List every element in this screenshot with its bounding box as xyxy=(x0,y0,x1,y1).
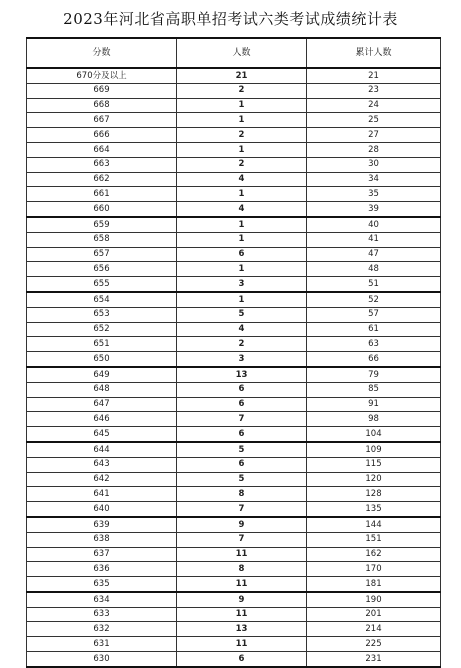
score-cell: 647 xyxy=(27,397,177,412)
cumulative-cell: 27 xyxy=(307,128,441,143)
cumulative-cell: 30 xyxy=(307,157,441,172)
cumulative-cell: 41 xyxy=(307,232,441,247)
cumulative-cell: 128 xyxy=(307,487,441,502)
table-row xyxy=(27,277,441,292)
table-row xyxy=(27,562,441,577)
table-row xyxy=(27,442,441,457)
score-cell: 631 xyxy=(27,637,177,652)
score-cell: 630 xyxy=(27,652,177,667)
cumulative-cell: 47 xyxy=(307,247,441,262)
score-cell: 637 xyxy=(27,547,177,562)
score-cell: 663 xyxy=(27,157,177,172)
cumulative-cell: 151 xyxy=(307,532,441,547)
score-cell: 649 xyxy=(27,367,177,382)
count-cell: 11 xyxy=(177,547,307,562)
table-row xyxy=(27,652,441,667)
count-cell: 2 xyxy=(177,337,307,352)
cumulative-cell: 57 xyxy=(307,307,441,322)
score-cell: 661 xyxy=(27,187,177,202)
score-cell: 656 xyxy=(27,262,177,277)
count-cell: 2 xyxy=(177,83,307,98)
score-cell: 657 xyxy=(27,247,177,262)
score-cell: 651 xyxy=(27,337,177,352)
count-cell: 1 xyxy=(177,262,307,277)
cumulative-cell: 115 xyxy=(307,457,441,472)
score-cell: 668 xyxy=(27,98,177,113)
count-cell: 13 xyxy=(177,622,307,637)
count-cell: 6 xyxy=(177,397,307,412)
count-cell: 11 xyxy=(177,607,307,622)
table-row xyxy=(27,157,441,172)
count-cell: 7 xyxy=(177,502,307,517)
count-cell: 1 xyxy=(177,113,307,128)
score-column-header: 分数 xyxy=(27,38,177,68)
table-row xyxy=(27,457,441,472)
cumulative-cell: 104 xyxy=(307,427,441,442)
score-cell: 638 xyxy=(27,532,177,547)
table-row xyxy=(27,83,441,98)
table-row xyxy=(27,217,441,232)
count-cell: 6 xyxy=(177,457,307,472)
table-row xyxy=(27,382,441,397)
count-cell: 1 xyxy=(177,98,307,113)
score-cell: 644 xyxy=(27,442,177,457)
count-cell: 4 xyxy=(177,172,307,187)
table-row xyxy=(27,307,441,322)
score-cell: 659 xyxy=(27,217,177,232)
cumulative-cell: 63 xyxy=(307,337,441,352)
cumulative-cell: 35 xyxy=(307,187,441,202)
table-row xyxy=(27,113,441,128)
score-cell: 643 xyxy=(27,457,177,472)
cumulative-cell: 21 xyxy=(307,68,441,83)
table-row xyxy=(27,232,441,247)
score-cell: 670分及以上 xyxy=(27,68,177,83)
table-row xyxy=(27,547,441,562)
table-row xyxy=(27,622,441,637)
score-cell: 639 xyxy=(27,517,177,532)
score-cell: 653 xyxy=(27,307,177,322)
cumulative-cell: 23 xyxy=(307,83,441,98)
score-cell: 664 xyxy=(27,142,177,157)
cumulative-cell: 34 xyxy=(307,172,441,187)
table-row xyxy=(27,262,441,277)
count-cell: 7 xyxy=(177,412,307,427)
cumulative-cell: 79 xyxy=(307,367,441,382)
cumulative-cell: 162 xyxy=(307,547,441,562)
score-cell: 669 xyxy=(27,83,177,98)
cumulative-column-header: 累计人数 xyxy=(307,38,441,68)
table-row xyxy=(27,172,441,187)
score-cell: 646 xyxy=(27,412,177,427)
score-cell: 666 xyxy=(27,128,177,143)
table-row xyxy=(27,322,441,337)
table-row xyxy=(27,412,441,427)
page-title: 2023年河北省高职单招考试六类考试成绩统计表 xyxy=(63,10,398,28)
table-row xyxy=(27,637,441,652)
cumulative-cell: 39 xyxy=(307,202,441,217)
score-cell: 650 xyxy=(27,352,177,367)
table-row xyxy=(27,98,441,113)
score-cell: 633 xyxy=(27,607,177,622)
score-cell: 632 xyxy=(27,622,177,637)
count-cell: 11 xyxy=(177,637,307,652)
cumulative-cell: 85 xyxy=(307,382,441,397)
table-row xyxy=(27,247,441,262)
score-cell: 658 xyxy=(27,232,177,247)
count-cell: 3 xyxy=(177,352,307,367)
cumulative-cell: 48 xyxy=(307,262,441,277)
cumulative-cell: 66 xyxy=(307,352,441,367)
score-cell: 655 xyxy=(27,277,177,292)
cumulative-cell: 52 xyxy=(307,292,441,307)
table-row xyxy=(27,397,441,412)
score-cell: 662 xyxy=(27,172,177,187)
count-cell: 8 xyxy=(177,562,307,577)
table-row xyxy=(27,337,441,352)
table-row xyxy=(27,202,441,217)
cumulative-cell: 24 xyxy=(307,98,441,113)
count-cell: 6 xyxy=(177,382,307,397)
table-row xyxy=(27,517,441,532)
count-cell: 5 xyxy=(177,442,307,457)
count-cell: 2 xyxy=(177,128,307,143)
table-row xyxy=(27,292,441,307)
table-row xyxy=(27,502,441,517)
cumulative-cell: 225 xyxy=(307,637,441,652)
count-cell: 9 xyxy=(177,517,307,532)
score-cell: 652 xyxy=(27,322,177,337)
count-cell: 1 xyxy=(177,217,307,232)
count-cell: 1 xyxy=(177,187,307,202)
count-cell: 8 xyxy=(177,487,307,502)
count-cell: 9 xyxy=(177,592,307,607)
cumulative-cell: 91 xyxy=(307,397,441,412)
table-row xyxy=(27,427,441,442)
score-cell: 645 xyxy=(27,427,177,442)
count-cell: 7 xyxy=(177,532,307,547)
count-cell: 1 xyxy=(177,142,307,157)
count-cell: 13 xyxy=(177,367,307,382)
count-cell: 3 xyxy=(177,277,307,292)
count-cell: 2 xyxy=(177,157,307,172)
cumulative-cell: 181 xyxy=(307,577,441,592)
cumulative-cell: 190 xyxy=(307,592,441,607)
table-row xyxy=(27,367,441,382)
table-row xyxy=(27,352,441,367)
count-cell: 5 xyxy=(177,307,307,322)
table-row xyxy=(27,532,441,547)
cumulative-cell: 231 xyxy=(307,652,441,667)
cumulative-cell: 170 xyxy=(307,562,441,577)
cumulative-cell: 214 xyxy=(307,622,441,637)
table-body xyxy=(27,68,441,667)
cumulative-cell: 51 xyxy=(307,277,441,292)
count-cell: 6 xyxy=(177,427,307,442)
score-cell: 641 xyxy=(27,487,177,502)
cumulative-cell: 120 xyxy=(307,472,441,487)
count-cell: 4 xyxy=(177,202,307,217)
score-cell: 667 xyxy=(27,113,177,128)
count-cell: 21 xyxy=(177,68,307,83)
cumulative-cell: 98 xyxy=(307,412,441,427)
score-cell: 648 xyxy=(27,382,177,397)
table-row xyxy=(27,577,441,592)
table-row xyxy=(27,68,441,83)
cumulative-cell: 144 xyxy=(307,517,441,532)
score-cell: 660 xyxy=(27,202,177,217)
count-cell: 11 xyxy=(177,577,307,592)
count-column-header: 人数 xyxy=(177,38,307,68)
count-cell: 1 xyxy=(177,292,307,307)
score-cell: 635 xyxy=(27,577,177,592)
table-row xyxy=(27,472,441,487)
score-cell: 640 xyxy=(27,502,177,517)
table-row xyxy=(27,187,441,202)
cumulative-cell: 109 xyxy=(307,442,441,457)
cumulative-cell: 25 xyxy=(307,113,441,128)
table-row xyxy=(27,607,441,622)
count-cell: 6 xyxy=(177,247,307,262)
cumulative-cell: 61 xyxy=(307,322,441,337)
table-row xyxy=(27,128,441,143)
cumulative-cell: 40 xyxy=(307,217,441,232)
cumulative-cell: 28 xyxy=(307,142,441,157)
count-cell: 6 xyxy=(177,652,307,667)
count-cell: 1 xyxy=(177,232,307,247)
table-header-row xyxy=(27,38,441,68)
score-cell: 642 xyxy=(27,472,177,487)
table-row xyxy=(27,487,441,502)
score-cell: 634 xyxy=(27,592,177,607)
count-cell: 4 xyxy=(177,322,307,337)
cumulative-cell: 201 xyxy=(307,607,441,622)
table-row xyxy=(27,142,441,157)
score-cell: 636 xyxy=(27,562,177,577)
table-row xyxy=(27,592,441,607)
cumulative-cell: 135 xyxy=(307,502,441,517)
score-statistics-table xyxy=(26,37,441,668)
count-cell: 5 xyxy=(177,472,307,487)
score-cell: 654 xyxy=(27,292,177,307)
